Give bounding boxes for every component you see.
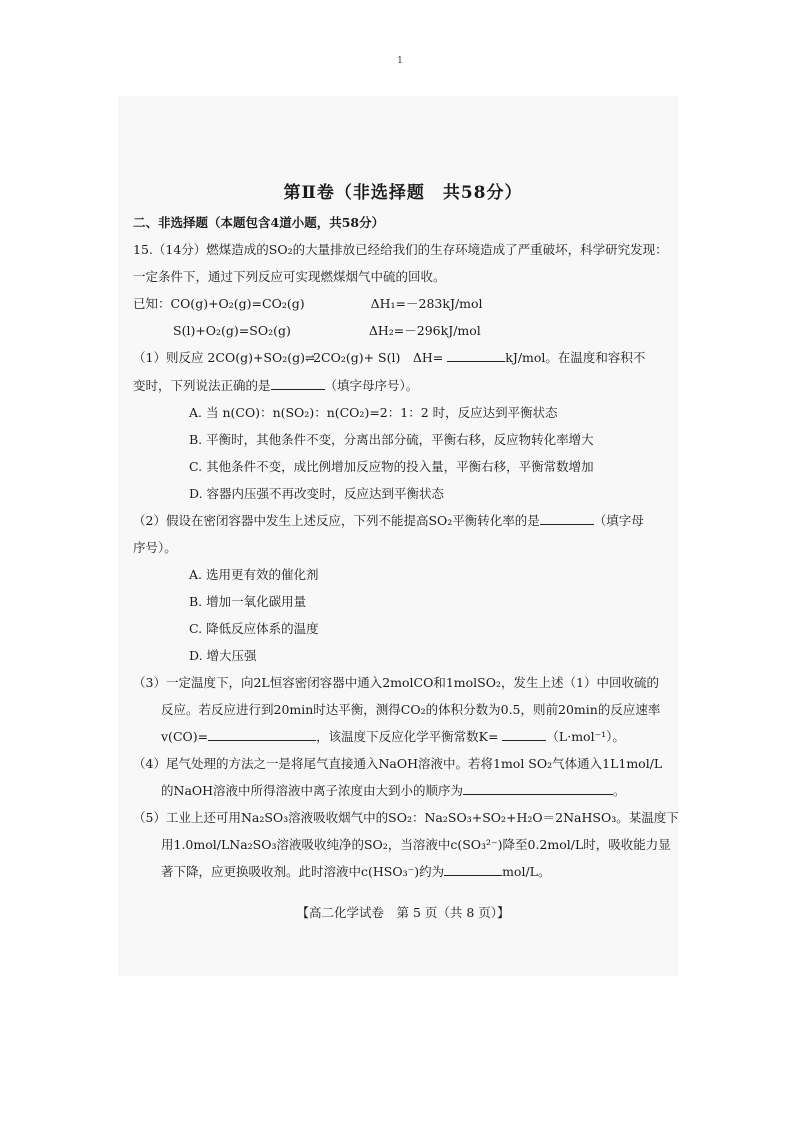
equilibrium-arrow-icon: ⇌ (305, 351, 314, 365)
answer-blank-1[interactable] (271, 375, 325, 390)
page-title: 第Ⅱ卷（非选择题 共58分） (283, 183, 523, 203)
part-5-text-c: 著下降，应更换吸收剂。此时溶液中c(HSO₃⁻)约为 (161, 864, 445, 879)
section-heading: 二、非选择题（本题包含4道小题，共58分） (133, 215, 385, 230)
part-1-text-b: 2CO₂(g)+ S(l) ΔH= (313, 350, 444, 365)
part-5-question-cont-2 (133, 858, 673, 885)
part-3-question: （3）一定温度下，向2L恒容密闭容器中通入2molCO和1molSO₂，发生上述（1）中回收硫的 (133, 675, 659, 690)
known-eq-2 (133, 317, 673, 344)
part-2-option-c: C. 降低反应体系的温度 (189, 621, 319, 636)
part-1-option-b: B. 平衡时，其他条件不变，分离出部分硫，平衡右移，反应物转化率增大 (189, 432, 594, 447)
page-number: 1 (397, 56, 403, 66)
page-footer: 【高二化学试卷 第 5 页（共 8 页）】 (296, 905, 510, 920)
part-4-question-cont (133, 777, 673, 804)
part-1-question-cont (133, 372, 673, 399)
part-1-question (133, 344, 673, 372)
part-2-option-b: B. 增加一氧化碳用量 (189, 594, 307, 609)
part-2-question-cont: 序号）。 (133, 540, 177, 555)
known-eq-1 (133, 290, 673, 317)
part-3-question-cont-2 (133, 723, 673, 750)
part-2-text-a: （2）假设在密闭容器中发生上述反应，下列不能提高SO₂平衡转化率的是 (133, 513, 540, 528)
answer-blank-order[interactable] (463, 780, 613, 795)
part-3-text-d: ，该温度下反应化学平衡常数K= (316, 729, 499, 744)
part-3-text-c: v(CO)= (161, 729, 209, 744)
part-2-option-a: A. 选用更有效的催化剂 (189, 567, 319, 582)
part-1-text-e: （填字母序号）。 (324, 378, 419, 393)
known-eq-1-formula: 已知：CO(g)+O₂(g)=CO₂(g) (133, 296, 305, 311)
answer-blank-k[interactable] (502, 726, 546, 741)
part-1-text-c: kJ/mol。在温度和容积不 (505, 350, 646, 365)
q15-intro-1: 15.（14分）燃煤造成的SO₂的大量排放已经给我们的生存环境造成了严重破坏，科学研究发现： (133, 242, 668, 257)
known-eq-2-formula: S(l)+O₂(g)=SO₂(g) (173, 323, 291, 338)
part-5-question-cont: 用1.0mol/LNa₂SO₃溶液吸收纯净的SO₂，当溶液中c(SO₃²⁻)降至0.2mol/L时，吸收能力显 (161, 837, 671, 852)
part-2-question (133, 507, 673, 534)
part-4-text-c: 。 (613, 783, 626, 798)
known-eq-1-enthalpy: ΔH₁=－283kJ/mol (370, 296, 483, 311)
part-5-text-d: mol/L。 (502, 864, 551, 879)
part-1-option-a: A. 当 n(CO)：n(SO₂)：n(CO₂)=2：1：2 时，反应达到平衡状态 (189, 405, 558, 420)
part-5-question: （5）工业上还可用Na₂SO₃溶液吸收烟气中的SO₂：Na₂SO₃+SO₂+H₂O＝2NaHSO₃。某温度下 (133, 810, 679, 825)
part-1-text-d: 变时，下列说法正确的是 (133, 378, 271, 393)
part-4-question: （4）尾气处理的方法之一是将尾气直接通入NaOH溶液中。若将1mol SO₂气体通入1L1mol/L (133, 756, 663, 771)
part-2-text-b: （填字母 (593, 513, 644, 528)
part-1-text-a: （1）则反应 2CO(g)+SO₂(g) (133, 350, 305, 365)
answer-blank-rate[interactable] (208, 726, 316, 741)
part-1-option-c: C. 其他条件不变，成比例增加反应物的投入量，平衡右移，平衡常数增加 (189, 459, 594, 474)
part-1-option-d: D. 容器内压强不再改变时，反应达到平衡状态 (189, 486, 445, 501)
part-2-option-d: D. 增大压强 (189, 648, 257, 663)
known-eq-2-enthalpy: ΔH₂=－296kJ/mol (368, 323, 481, 338)
part-3-text-e: （L·mol⁻¹）。 (546, 729, 625, 744)
answer-blank-dh[interactable] (447, 347, 505, 362)
exam-content (133, 180, 679, 926)
part-4-text-b: 的NaOH溶液中所得溶液中离子浓度由大到小的顺序为 (161, 783, 464, 798)
part-3-question-cont: 反应。若反应进行到20min时达平衡，测得CO₂的体积分数为0.5，则前20min的反应速率 (161, 702, 661, 717)
q15-intro-2: 一定条件下，通过下列反应可实现燃煤烟气中硫的回收。 (133, 269, 446, 284)
answer-blank-hso3[interactable] (444, 861, 502, 876)
answer-blank-2[interactable] (540, 510, 594, 525)
